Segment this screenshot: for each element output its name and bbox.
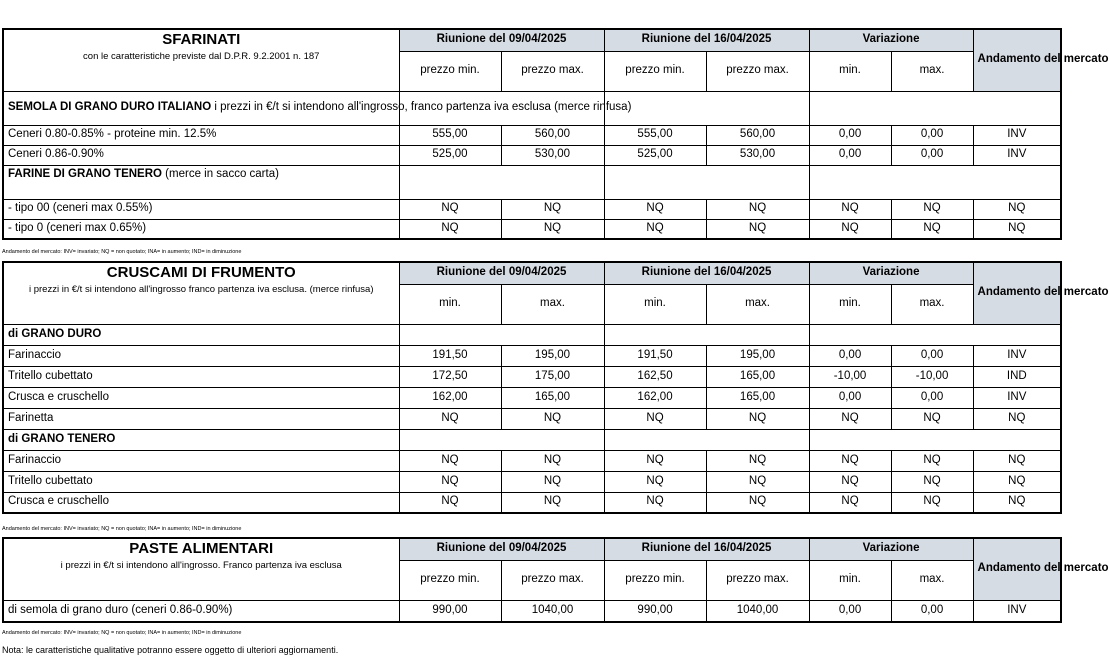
legend-note: Andamento del mercato: INV= invariato; NQ = non quotato; INA= in aumento; IND= in diminuzione (2, 526, 242, 532)
value-cell: 172,50 (399, 366, 501, 387)
andamento-header: Andamento del mercato (973, 29, 1061, 91)
value-cell: NQ (604, 219, 706, 239)
subheader: prezzo max. (706, 51, 809, 91)
table-row (3, 600, 1061, 622)
value-cell: NQ (399, 408, 501, 429)
value-cell: NQ (809, 450, 891, 471)
group-header-farine (3, 165, 399, 199)
section-description: con le caratteristiche previste dal D.P.R. 9.2.2001 n. 187 (83, 51, 320, 62)
table-row (3, 408, 1061, 429)
cruscami-title-cell (3, 262, 399, 324)
value-cell: 175,00 (501, 366, 604, 387)
value-cell: NQ (809, 199, 891, 219)
value-cell: -10,00 (809, 366, 891, 387)
table-row (3, 471, 1061, 492)
section-description: i prezzi in €/t si intendono all'ingrosso franco partenza iva esclusa. (merce rinfusa) (28, 284, 374, 295)
subheader: min. (604, 284, 706, 324)
variazione-header: Variazione (809, 29, 973, 51)
value-cell: 0,00 (809, 345, 891, 366)
group-header-grano-tenero: di GRANO TENERO (3, 429, 399, 450)
value-cell: 162,00 (604, 387, 706, 408)
row-label: - tipo 0 (ceneri max 0.65%) (3, 219, 399, 239)
row-label: di semola di grano duro (ceneri 0.86-0.90%) (3, 600, 399, 622)
value-cell: 165,00 (501, 387, 604, 408)
value-cell: NQ (891, 408, 973, 429)
paste-table (2, 537, 1109, 623)
value-cell: NQ (501, 471, 604, 492)
value-cell: 530,00 (706, 145, 809, 165)
section-title: SFARINATI (162, 31, 241, 48)
variazione-header: Variazione (809, 538, 973, 560)
value-cell: 560,00 (501, 125, 604, 145)
value-cell: NQ (604, 471, 706, 492)
value-cell: 1040,00 (706, 600, 809, 622)
value-cell: NQ (706, 450, 809, 471)
row-label: Crusca e cruschello (3, 387, 399, 408)
value-cell: 0,00 (891, 125, 973, 145)
value-cell: NQ (809, 408, 891, 429)
table-row (3, 219, 1061, 239)
cruscami-table (2, 261, 1109, 514)
riunione-header-1: Riunione del 09/04/2025 (399, 29, 604, 51)
subheader: prezzo max. (501, 560, 604, 600)
table-row (3, 366, 1061, 387)
value-cell: NQ (399, 450, 501, 471)
value-cell: 990,00 (399, 600, 501, 622)
trend-cell: NQ (973, 492, 1061, 513)
paste-title-cell (3, 538, 399, 600)
value-cell: 530,00 (501, 145, 604, 165)
value-cell: 0,00 (891, 145, 973, 165)
value-cell: NQ (399, 471, 501, 492)
value-cell: 0,00 (809, 600, 891, 622)
section-description: i prezzi in €/t si intendono all'ingrosso. Franco partenza iva esclusa (60, 560, 342, 571)
riunione-header-2: Riunione del 16/04/2025 (604, 538, 809, 560)
trend-cell: NQ (973, 199, 1061, 219)
riunione-header-1: Riunione del 09/04/2025 (399, 262, 604, 284)
legend-note: Andamento del mercato: INV= invariato; NQ = non quotato; INA= in aumento; IND= in diminuzione (2, 249, 242, 255)
value-cell: NQ (809, 471, 891, 492)
value-cell: NQ (891, 199, 973, 219)
subheader: max. (706, 284, 809, 324)
riunione-header-2: Riunione del 16/04/2025 (604, 29, 809, 51)
section-title: PASTE ALIMENTARI (129, 540, 274, 557)
subheader: max. (501, 284, 604, 324)
value-cell: 560,00 (706, 125, 809, 145)
table-row (3, 450, 1061, 471)
value-cell: 162,50 (604, 366, 706, 387)
value-cell: 191,50 (399, 345, 501, 366)
subheader: min. (809, 284, 891, 324)
value-cell: 162,00 (399, 387, 501, 408)
sfarinati-table (2, 28, 1109, 240)
value-cell: NQ (604, 492, 706, 513)
value-cell: NQ (891, 471, 973, 492)
row-label: Ceneri 0.80-0.85% - proteine min. 12.5% (3, 125, 399, 145)
row-label: Ceneri 0.86-0.90% (3, 145, 399, 165)
subheader: min. (809, 51, 891, 91)
value-cell: NQ (501, 219, 604, 239)
value-cell: 0,00 (891, 600, 973, 622)
value-cell: -10,00 (891, 366, 973, 387)
row-label: Tritello cubettato (3, 366, 399, 387)
trend-cell: INV (973, 600, 1061, 622)
value-cell: 525,00 (604, 145, 706, 165)
trend-cell: NQ (973, 408, 1061, 429)
value-cell: 0,00 (891, 345, 973, 366)
sfarinati-title-cell (3, 29, 399, 91)
table-row (3, 345, 1061, 366)
row-label: Farinaccio (3, 345, 399, 366)
value-cell: NQ (891, 219, 973, 239)
value-cell: 191,50 (604, 345, 706, 366)
trend-cell: NQ (973, 471, 1061, 492)
group-note: i prezzi in €/t si intendono all'ingrosso, franco partenza iva esclusa (merce rinfusa) (211, 101, 632, 114)
value-cell: 1040,00 (501, 600, 604, 622)
value-cell: NQ (501, 199, 604, 219)
group-header-grano-duro: di GRANO DURO (3, 324, 399, 345)
row-label: Farinetta (3, 408, 399, 429)
subheader: min. (809, 560, 891, 600)
value-cell: 0,00 (891, 387, 973, 408)
row-label: Crusca e cruschello (3, 492, 399, 513)
row-label: Tritello cubettato (3, 471, 399, 492)
value-cell: NQ (399, 492, 501, 513)
value-cell: NQ (706, 408, 809, 429)
value-cell: NQ (891, 492, 973, 513)
value-cell: NQ (399, 199, 501, 219)
value-cell: NQ (706, 199, 809, 219)
legend-note: Andamento del mercato: INV= invariato; NQ = non quotato; INA= in aumento; IND= in diminuzione (2, 630, 242, 636)
trend-cell: INV (973, 387, 1061, 408)
group-note: (merce in sacco carta) (161, 167, 279, 180)
trend-cell: INV (973, 345, 1061, 366)
footnote: Nota: le caratteristiche qualitative potranno essere oggetto di ulteriori aggiornamenti. (2, 645, 339, 655)
value-cell: 165,00 (706, 387, 809, 408)
variazione-header: Variazione (809, 262, 973, 284)
section-title: CRUSCAMI DI FRUMENTO (106, 264, 296, 281)
value-cell: 165,00 (706, 366, 809, 387)
trend-cell: IND (973, 366, 1061, 387)
value-cell: NQ (501, 450, 604, 471)
riunione-header-2: Riunione del 16/04/2025 (604, 262, 809, 284)
table-row (3, 387, 1061, 408)
subheader: min. (399, 284, 501, 324)
subheader: prezzo min. (604, 51, 706, 91)
subheader: prezzo max. (501, 51, 604, 91)
value-cell: 555,00 (604, 125, 706, 145)
value-cell: 990,00 (604, 600, 706, 622)
value-cell: NQ (809, 492, 891, 513)
value-cell: NQ (604, 199, 706, 219)
value-cell: NQ (706, 219, 809, 239)
value-cell: NQ (706, 492, 809, 513)
trend-cell: NQ (973, 450, 1061, 471)
value-cell: 0,00 (809, 145, 891, 165)
trend-cell: INV (973, 125, 1061, 145)
value-cell: 0,00 (809, 125, 891, 145)
group-title: SEMOLA DI GRANO DURO ITALIANO (8, 101, 212, 114)
value-cell: NQ (501, 408, 604, 429)
table-row (3, 125, 1061, 145)
table-row (3, 492, 1061, 513)
group-header-semola (3, 91, 632, 125)
table-row (3, 145, 1061, 165)
subheader: max. (891, 51, 973, 91)
value-cell: NQ (891, 450, 973, 471)
value-cell: NQ (809, 219, 891, 239)
subheader: max. (891, 560, 973, 600)
subheader: prezzo min. (399, 51, 501, 91)
value-cell: 525,00 (399, 145, 501, 165)
group-title: FARINE DI GRANO TENERO (8, 167, 162, 180)
value-cell: NQ (399, 219, 501, 239)
subheader: max. (891, 284, 973, 324)
row-label: Farinaccio (3, 450, 399, 471)
subheader: prezzo max. (706, 560, 809, 600)
table-row (3, 199, 1061, 219)
value-cell: 195,00 (706, 345, 809, 366)
value-cell: NQ (604, 450, 706, 471)
andamento-header: Andamento del mercato (973, 262, 1061, 324)
value-cell: NQ (501, 492, 604, 513)
riunione-header-1: Riunione del 09/04/2025 (399, 538, 604, 560)
value-cell: NQ (706, 471, 809, 492)
subheader: prezzo min. (399, 560, 501, 600)
trend-cell: INV (973, 145, 1061, 165)
trend-cell: NQ (973, 219, 1061, 239)
value-cell: 0,00 (809, 387, 891, 408)
subheader: prezzo min. (604, 560, 706, 600)
row-label: - tipo 00 (ceneri max 0.55%) (3, 199, 399, 219)
value-cell: 195,00 (501, 345, 604, 366)
value-cell: 555,00 (399, 125, 501, 145)
value-cell: NQ (604, 408, 706, 429)
andamento-header: Andamento del mercato (973, 538, 1061, 600)
